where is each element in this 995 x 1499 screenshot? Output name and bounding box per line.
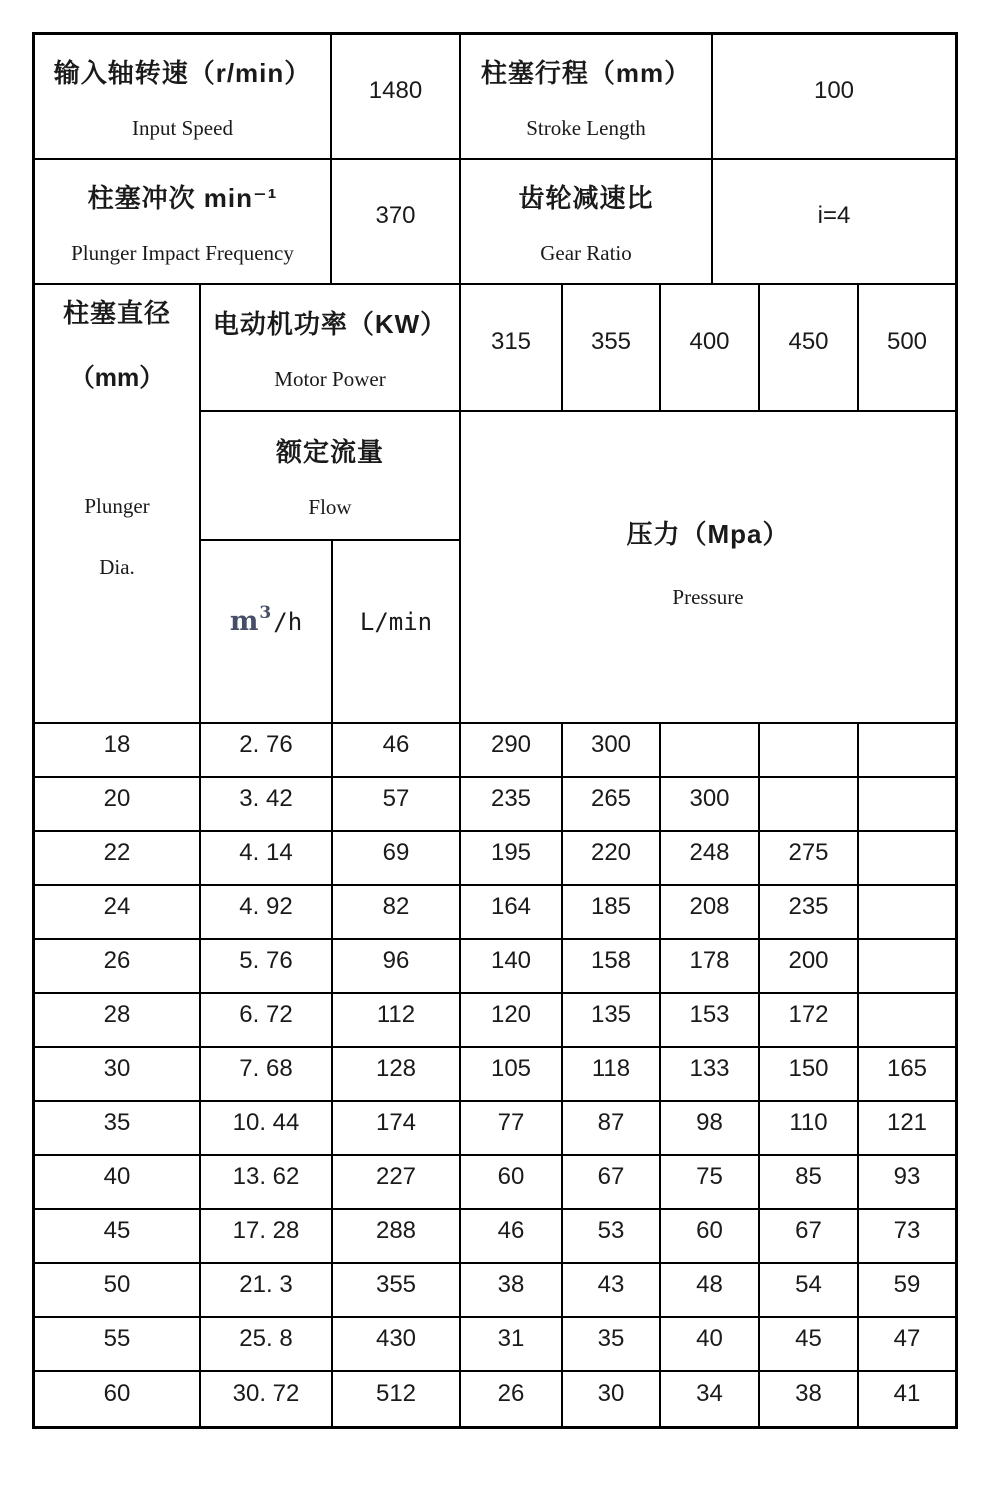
impact-frequency-value: 370 (332, 160, 461, 285)
pressure-cell: 77 (461, 1102, 563, 1156)
flow-lmin-cell: 82 (333, 886, 461, 940)
pressure-zh: 压力（Mpa） (626, 519, 790, 549)
gear-ratio-value: i=4 (713, 160, 955, 285)
flow-m3h-cell: 4. 92 (201, 886, 333, 940)
pressure-cell (760, 724, 859, 778)
pressure-cell: 248 (661, 832, 760, 886)
pressure-cell: 31 (461, 1318, 563, 1372)
spec-grid (35, 35, 955, 285)
table-row (35, 1102, 955, 1156)
motor-power-zh: 电动机功率（KW） (212, 308, 448, 339)
pressure-cell: 153 (661, 994, 760, 1048)
pressure-cell: 53 (563, 1210, 661, 1264)
table-row (35, 1048, 955, 1102)
pressure-cell (760, 778, 859, 832)
pressure-cell: 47 (859, 1318, 955, 1372)
flow-header-cell (201, 412, 461, 541)
pressure-cell: 150 (760, 1048, 859, 1102)
input-speed-value: 1480 (332, 35, 461, 160)
flow-lmin-cell: 96 (333, 940, 461, 994)
plunger-dia-en-line1: Plunger (84, 494, 150, 518)
flow-m3h-cell: 7. 68 (201, 1048, 333, 1102)
plunger-dia-cell: 26 (35, 940, 201, 994)
pressure-cell: 38 (760, 1372, 859, 1426)
pressure-cell: 172 (760, 994, 859, 1048)
pressure-cell: 73 (859, 1210, 955, 1264)
pressure-cell: 300 (563, 724, 661, 778)
m3h-unit-superscript: 3 (259, 602, 272, 623)
table-row (35, 1372, 955, 1426)
pressure-cell: 35 (563, 1318, 661, 1372)
table-row (35, 724, 955, 778)
pressure-cell: 60 (661, 1210, 760, 1264)
flow-m3h-cell: 6. 72 (201, 994, 333, 1048)
pressure-cell: 165 (859, 1048, 955, 1102)
pressure-header-cell (461, 412, 955, 724)
flow-en: Flow (308, 494, 352, 519)
table-row (35, 1264, 955, 1318)
matrix-header (35, 285, 955, 724)
impact-frequency-label-cell (35, 160, 332, 285)
input-speed-label-zh: 输入轴转速（r/min） (53, 57, 312, 88)
flow-m3h-cell: 30. 72 (201, 1372, 333, 1426)
flow-lmin-cell: 430 (333, 1318, 461, 1372)
pressure-cell: 30 (563, 1372, 661, 1426)
pressure-cell (859, 994, 955, 1048)
flow-unit-lmin-cell: L/min (333, 541, 461, 724)
plunger-dia-cell: 60 (35, 1372, 201, 1426)
m3h-unit-rest: /h (273, 607, 303, 636)
pressure-cell: 45 (760, 1318, 859, 1372)
pressure-cell: 67 (563, 1156, 661, 1210)
input-speed-label-en: Input Speed (132, 115, 233, 140)
pressure-cell: 43 (563, 1264, 661, 1318)
table-row (35, 994, 955, 1048)
stroke-length-value: 100 (713, 35, 955, 160)
pressure-cell: 275 (760, 832, 859, 886)
pressure-cell: 290 (461, 724, 563, 778)
plunger-dia-cell: 20 (35, 778, 201, 832)
pressure-cell (859, 886, 955, 940)
motor-power-value: 500 (859, 285, 955, 412)
pressure-cell: 98 (661, 1102, 760, 1156)
pressure-cell: 235 (760, 886, 859, 940)
pressure-cell: 200 (760, 940, 859, 994)
flow-m3h-cell: 17. 28 (201, 1210, 333, 1264)
pressure-cell: 118 (563, 1048, 661, 1102)
flow-m3h-cell: 2. 76 (201, 724, 333, 778)
plunger-dia-cell: 50 (35, 1264, 201, 1318)
flow-m3h-cell: 21. 3 (201, 1264, 333, 1318)
pressure-cell (859, 778, 955, 832)
pressure-cell: 110 (760, 1102, 859, 1156)
plunger-dia-cell: 55 (35, 1318, 201, 1372)
pump-spec-table (32, 32, 958, 1429)
stroke-length-label-cell (461, 35, 713, 160)
pressure-cell: 87 (563, 1102, 661, 1156)
pressure-cell: 75 (661, 1156, 760, 1210)
pressure-cell: 265 (563, 778, 661, 832)
pressure-cell: 158 (563, 940, 661, 994)
pressure-cell: 67 (760, 1210, 859, 1264)
pressure-cell: 185 (563, 886, 661, 940)
flow-lmin-cell: 46 (333, 724, 461, 778)
pressure-cell: 164 (461, 886, 563, 940)
flow-m3h-cell: 4. 14 (201, 832, 333, 886)
pressure-cell: 93 (859, 1156, 955, 1210)
pressure-cell: 208 (661, 886, 760, 940)
plunger-dia-cell: 28 (35, 994, 201, 1048)
motor-power-header-cell (201, 285, 461, 412)
flow-m3h-cell: 13. 62 (201, 1156, 333, 1210)
pressure-cell (859, 832, 955, 886)
motor-power-value: 315 (461, 285, 563, 412)
pressure-cell: 220 (563, 832, 661, 886)
plunger-dia-cell: 22 (35, 832, 201, 886)
plunger-dia-cell: 35 (35, 1102, 201, 1156)
table-row (35, 940, 955, 994)
flow-lmin-cell: 69 (333, 832, 461, 886)
pressure-cell (859, 724, 955, 778)
flow-lmin-cell: 227 (333, 1156, 461, 1210)
gear-ratio-label-zh: 齿轮减速比 (518, 182, 654, 213)
pressure-cell: 300 (661, 778, 760, 832)
flow-lmin-cell: 128 (333, 1048, 461, 1102)
data-rows (35, 724, 955, 1426)
pressure-cell: 34 (661, 1372, 760, 1426)
flow-zh: 额定流量 (275, 436, 384, 467)
table-row (35, 778, 955, 832)
flow-unit-m3h-cell (201, 541, 333, 724)
pressure-cell (661, 724, 760, 778)
table-row (35, 832, 955, 886)
table-row (35, 1210, 955, 1264)
motor-power-value: 450 (760, 285, 859, 412)
pressure-cell: 48 (661, 1264, 760, 1318)
motor-power-value: 400 (661, 285, 760, 412)
pressure-cell: 235 (461, 778, 563, 832)
pressure-cell: 105 (461, 1048, 563, 1102)
impact-frequency-label-zh: 柱塞冲次 min⁻¹ (87, 182, 278, 213)
plunger-dia-cell: 24 (35, 886, 201, 940)
motor-power-value: 355 (563, 285, 661, 412)
pressure-cell: 38 (461, 1264, 563, 1318)
pressure-cell: 46 (461, 1210, 563, 1264)
pressure-cell: 120 (461, 994, 563, 1048)
pressure-cell: 121 (859, 1102, 955, 1156)
pressure-cell: 85 (760, 1156, 859, 1210)
pressure-cell: 41 (893, 1380, 921, 1407)
plunger-dia-unit: （mm） (69, 364, 165, 392)
plunger-dia-cell: 45 (35, 1210, 201, 1264)
pressure-cell: 178 (661, 940, 760, 994)
pressure-cell: 195 (461, 832, 563, 886)
flow-lmin-cell: 112 (333, 994, 461, 1048)
flow-m3h-cell: 3. 42 (201, 778, 333, 832)
pressure-cell: 133 (661, 1048, 760, 1102)
flow-m3h-cell: 5. 76 (201, 940, 333, 994)
table-row (35, 1318, 955, 1372)
pressure-cell: 60 (461, 1156, 563, 1210)
pressure-en: Pressure (672, 585, 744, 609)
plunger-dia-cell: 30 (35, 1048, 201, 1102)
pressure-cell: 40 (661, 1318, 760, 1372)
gear-ratio-label-cell (461, 160, 713, 285)
input-speed-label-cell (35, 35, 332, 160)
pressure-cell: 135 (563, 994, 661, 1048)
stroke-length-label-zh: 柱塞行程（mm） (480, 57, 692, 88)
plunger-dia-zh: 柱塞直径 (62, 298, 171, 328)
stroke-length-label-en: Stroke Length (526, 115, 646, 140)
plunger-dia-cell: 40 (35, 1156, 201, 1210)
impact-frequency-label-en: Plunger Impact Frequency (71, 240, 294, 265)
pressure-cell (859, 940, 955, 994)
flow-m3h-cell: 25. 8 (201, 1318, 333, 1372)
motor-power-en: Motor Power (274, 366, 386, 391)
pressure-cell: 54 (760, 1264, 859, 1318)
pressure-cell: 26 (461, 1372, 563, 1426)
plunger-dia-en-line2: Dia. (99, 555, 135, 579)
pressure-cell: 140 (461, 940, 563, 994)
flow-lmin-cell: 57 (333, 778, 461, 832)
flow-lmin-cell: 355 (333, 1264, 461, 1318)
flow-m3h-cell: 10. 44 (201, 1102, 333, 1156)
m3h-unit-base: m (229, 606, 259, 637)
plunger-dia-cell: 18 (35, 724, 201, 778)
gear-ratio-label-en: Gear Ratio (540, 240, 632, 265)
plunger-dia-header-cell (35, 285, 201, 724)
pressure-cell: 59 (859, 1264, 955, 1318)
flow-lmin-cell: 288 (333, 1210, 461, 1264)
table-row (35, 886, 955, 940)
table-row (35, 1156, 955, 1210)
flow-lmin-cell: 174 (333, 1102, 461, 1156)
flow-lmin-cell: 512 (333, 1372, 461, 1426)
